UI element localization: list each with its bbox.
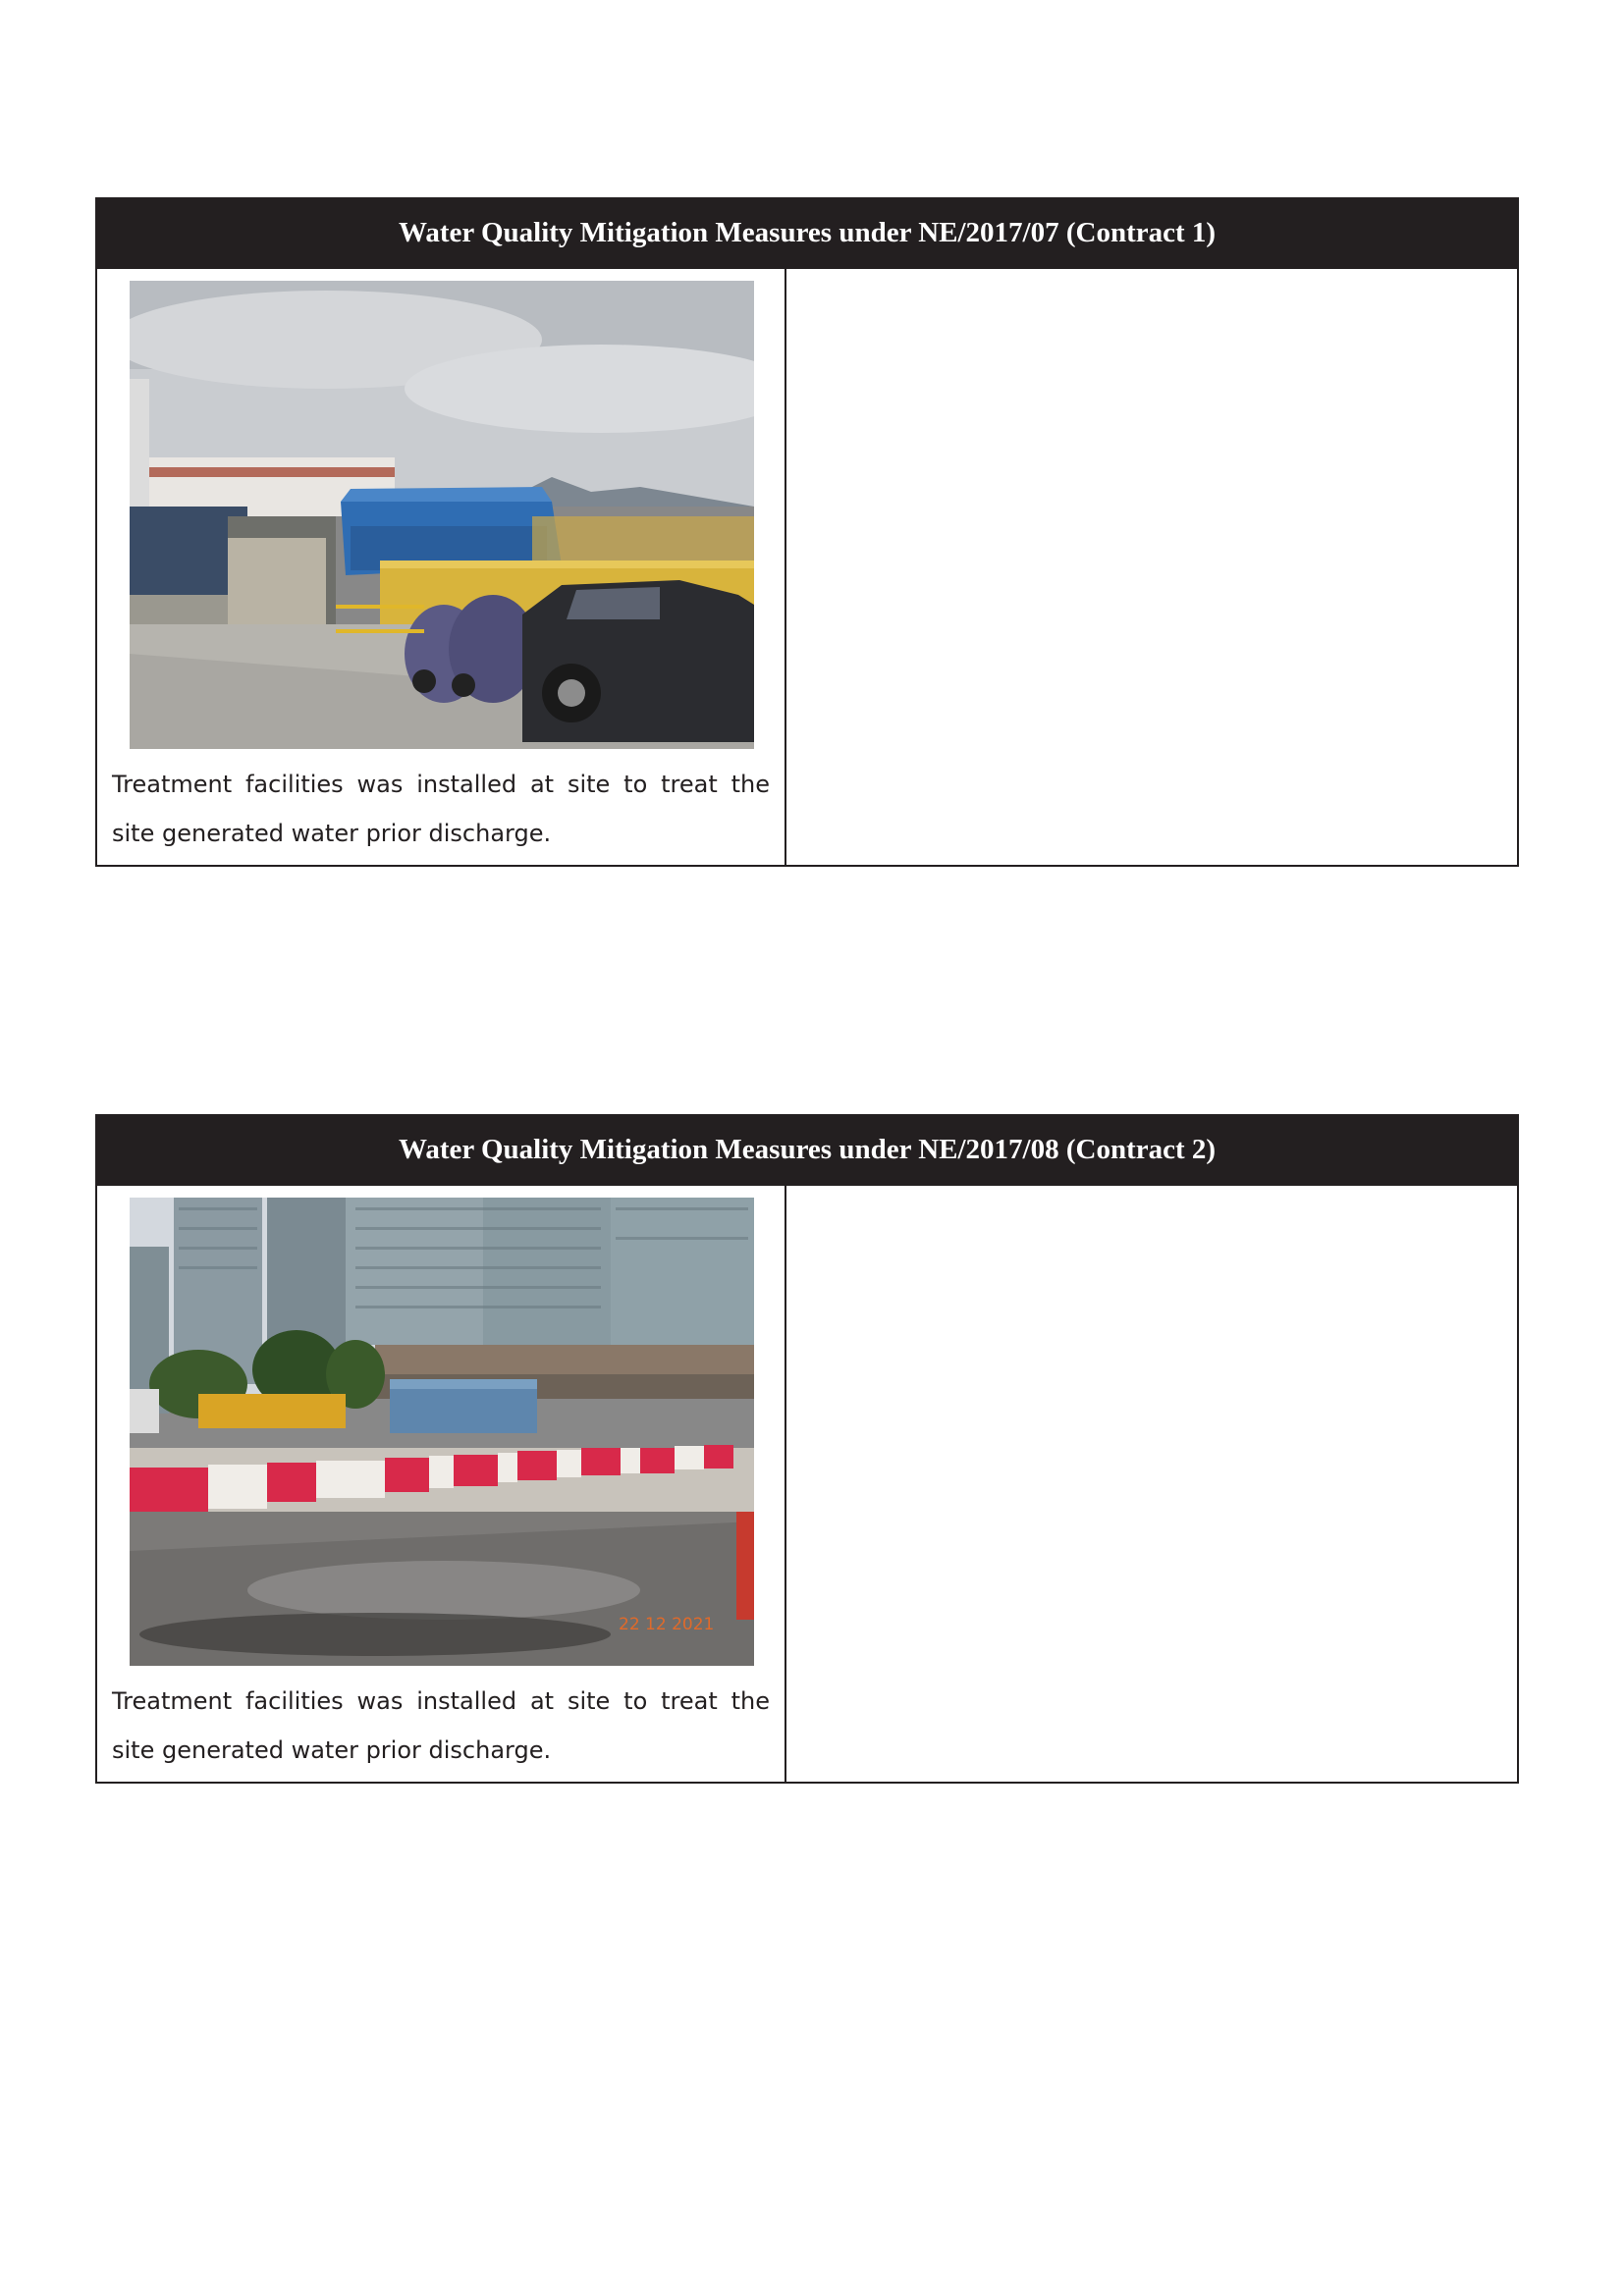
- mitigation-panel-contract-2: [95, 1114, 1519, 1784]
- photo-caption: Treatment facilities was installed at site to treat the site generated water prior discharge.: [112, 1687, 770, 1764]
- photo-datestamp: 22 12 2021: [619, 1615, 715, 1634]
- empty-cell: [786, 269, 1517, 865]
- photo-cell: [97, 269, 786, 865]
- panel-body: [95, 269, 1519, 867]
- photo-caption: Treatment facilities was installed at site to treat the site generated water prior discharge.: [112, 771, 770, 847]
- panel-body: [95, 1186, 1519, 1784]
- site-photo: [130, 281, 754, 749]
- mitigation-panel-contract-1: [95, 197, 1519, 867]
- panel-title: Water Quality Mitigation Measures under NE/2017/08 (Contract 2): [95, 1114, 1519, 1186]
- panel-title: Water Quality Mitigation Measures under NE/2017/07 (Contract 1): [95, 197, 1519, 269]
- photo-cell: [97, 1186, 786, 1782]
- site-photo: [130, 1198, 754, 1666]
- empty-cell: [786, 1186, 1517, 1782]
